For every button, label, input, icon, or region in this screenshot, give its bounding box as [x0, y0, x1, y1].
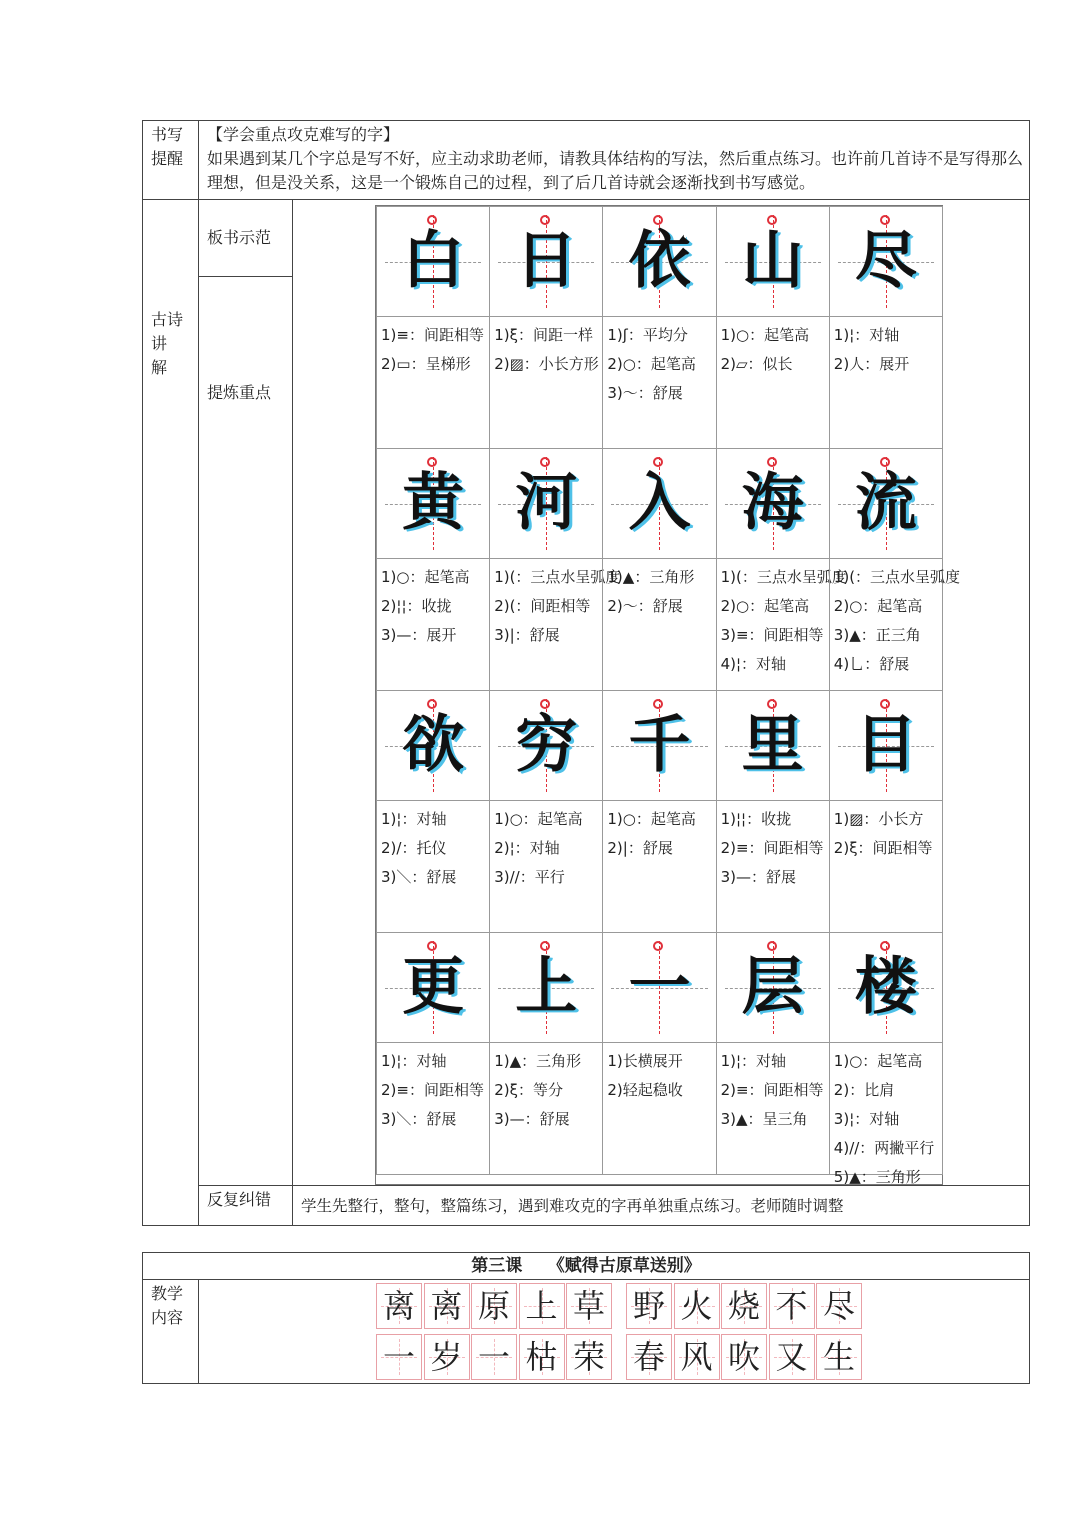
poem-character-box [816, 1283, 862, 1329]
key-point-line: 1)(：三点水呈弧度 [833, 568, 961, 586]
key-point-note [716, 800, 830, 933]
key-point-line: 5)▲：三角形 [833, 1168, 921, 1186]
demo-character: 海 [741, 465, 804, 539]
poem-character: 又 [775, 1338, 808, 1376]
poem-character: 上 [525, 1287, 558, 1325]
key-point-line: 4)//：两撇平行 [833, 1139, 935, 1157]
writing-reminder-label: 书写 提醒 [151, 125, 184, 168]
demo-character-box [716, 690, 830, 801]
poem-character-box [816, 1334, 862, 1380]
demo-character: 黄 [402, 465, 465, 539]
key-point-line: 1)○：起笔高 [833, 1052, 923, 1070]
key-point-line: 1)≡：间距相等 [381, 326, 484, 344]
key-point-line: 3)—：舒展 [494, 1110, 570, 1128]
poem-character: 生 [822, 1338, 855, 1376]
key-point-line: 2)¦¦：收拢 [381, 597, 452, 615]
correction-text: 学生先整行，整句，整篇练习，遇到难攻克的字再单独重点练习。老师随时调整 [301, 1197, 844, 1215]
poem-character-box [519, 1334, 565, 1380]
character-practice-sheet [375, 205, 961, 1186]
demo-character: 尽 [854, 223, 917, 297]
demo-character: 目 [854, 707, 917, 781]
demo-character: 上 [515, 949, 578, 1023]
poem-character-box [769, 1334, 815, 1380]
poem-character-box [424, 1283, 470, 1329]
demo-character-box [716, 932, 830, 1043]
poem-character-box [471, 1283, 517, 1329]
key-points-label: 提炼重点 [207, 383, 272, 402]
key-point-line: 1)○：起笔高 [607, 810, 696, 828]
key-point-line: 1)▲：三角形 [607, 568, 695, 586]
key-point-line: 2)≡：间距相等 [381, 1081, 484, 1099]
key-point-line: 2)▱：似长 [720, 355, 793, 373]
writing-reminder-heading: 【学会重点攻克难写的字】 [207, 125, 400, 144]
key-point-line: 1)ʃ：平均分 [607, 326, 688, 344]
poem-character: 不 [775, 1287, 808, 1325]
demo-character-box [489, 448, 603, 559]
key-point-line: 3)//：平行 [494, 868, 565, 886]
key-point-line: 4)¦：对轴 [720, 655, 787, 673]
demo-character: 穷 [515, 707, 578, 781]
poem-character-box [566, 1283, 612, 1329]
lesson3-title-cell [142, 1252, 1030, 1280]
demo-character-box [602, 448, 716, 559]
key-point-line: 2)○：起笔高 [607, 355, 696, 373]
key-point-line: 1)ξ：间距一样 [494, 326, 593, 344]
key-point-line: 1)长横展开 [607, 1052, 683, 1070]
poem-character-box [471, 1334, 517, 1380]
writing-reminder-text: 如果遇到某几个字总是写不好，应主动求助老师，请教具体结构的写法，然后重点练习。也许前几首诗不是写得那么理想，但是没关系，这是一个锻炼自己的过程，到了后几首诗就会逐渐找到书写感觉。 [207, 149, 1024, 192]
key-point-line: 2)≡：间距相等 [720, 1081, 824, 1099]
key-point-note [376, 316, 490, 449]
poem-character: 离 [430, 1287, 463, 1325]
key-point-line: 1)○：起笔高 [720, 326, 810, 344]
poem-character: 春 [632, 1338, 665, 1376]
poem-character-box [626, 1283, 672, 1329]
poem-character-box [674, 1334, 720, 1380]
demo-character: 日 [515, 223, 578, 297]
key-point-line: 1)¦：对轴 [833, 326, 900, 344]
demo-character: 山 [741, 223, 804, 297]
demo-character-box [376, 448, 490, 559]
demo-character-box [602, 690, 716, 801]
key-point-line: 3)¦：对轴 [833, 1110, 900, 1128]
key-point-line: 1)¦¦：收拢 [720, 810, 792, 828]
correction-label: 反复纠错 [207, 1190, 272, 1209]
correction-label-cell [198, 1185, 293, 1226]
key-point-line: 3)—：舒展 [720, 868, 796, 886]
demo-character: 欲 [402, 707, 465, 781]
poem-character: 离 [382, 1287, 415, 1325]
demo-character: 入 [628, 465, 691, 539]
key-point-line: 2)¦：对轴 [494, 839, 560, 857]
key-point-line: 2)ξ：等分 [494, 1081, 563, 1099]
lesson3-title: 第三课 《赋得古原草送别》 [471, 1256, 701, 1276]
key-point-line: 3)＼：舒展 [381, 868, 457, 886]
key-point-note [602, 1042, 716, 1175]
blackboard-label-cell [198, 199, 293, 277]
key-point-line: 4)乚：舒展 [833, 655, 910, 673]
key-point-line: 1)(：三点水呈弧度 [494, 568, 621, 586]
demo-character: 流 [854, 465, 917, 539]
key-point-note [716, 1042, 830, 1175]
key-point-note [829, 800, 943, 933]
demo-character-box [602, 206, 716, 317]
key-point-line: 2)▭：呈梯形 [381, 355, 471, 373]
poem-character: 岁 [430, 1338, 463, 1376]
key-point-line: 2)人：展开 [833, 355, 910, 373]
poem-character: 火 [680, 1287, 713, 1325]
key-point-line: 3)＼：舒展 [381, 1110, 457, 1128]
key-point-note [602, 558, 716, 691]
key-points-label-cell [198, 276, 293, 1186]
poem-character: 野 [632, 1287, 665, 1325]
blackboard-label: 板书示范 [207, 228, 272, 247]
key-point-note [376, 800, 490, 933]
demo-character-box [489, 206, 603, 317]
key-point-line: 2)～：舒展 [607, 597, 683, 615]
key-point-line: 3)▲：正三角 [833, 626, 921, 644]
key-point-line: 2)轻起稳收 [607, 1081, 683, 1099]
key-point-line: 3)≡：间距相等 [720, 626, 824, 644]
demo-character: 一 [628, 949, 691, 1023]
demo-character: 楼 [854, 949, 917, 1023]
key-point-note [602, 316, 716, 449]
key-point-note [602, 800, 716, 933]
content-label-cell [142, 1279, 199, 1384]
demo-character: 更 [402, 949, 465, 1023]
poem-character-box [376, 1334, 422, 1380]
poem-character: 草 [572, 1287, 605, 1325]
demo-character-box [829, 448, 943, 559]
demo-character-box [716, 448, 830, 559]
key-point-note [489, 800, 603, 933]
poem-character: 尽 [822, 1287, 855, 1325]
poem-character-box [424, 1334, 470, 1380]
key-point-note [376, 558, 490, 691]
poem-character: 枯 [525, 1338, 558, 1376]
demo-character-box [829, 690, 943, 801]
key-point-line: 2)：比肩 [833, 1081, 895, 1099]
demo-character-box [602, 932, 716, 1043]
poem-character: 荣 [572, 1338, 605, 1376]
poem-character: 原 [477, 1287, 510, 1325]
poem-character-box [721, 1334, 767, 1380]
poem-character-box [566, 1334, 612, 1380]
poem-character: 一 [477, 1338, 510, 1376]
key-point-line: 2)/：托仪 [381, 839, 447, 857]
writing-reminder-content-cell [198, 120, 1030, 200]
key-point-line: 1)(：三点水呈弧度 [720, 568, 847, 586]
key-point-line: 2)|：舒展 [607, 839, 673, 857]
demo-character: 河 [515, 465, 578, 539]
demo-character-box [489, 690, 603, 801]
poem-character: 风 [680, 1338, 713, 1376]
key-point-line: 3)—：展开 [381, 626, 457, 644]
content-label: 教学 内容 [151, 1284, 184, 1327]
poem-character-grid [376, 1283, 858, 1383]
key-point-note [716, 316, 830, 449]
demo-character-box [716, 206, 830, 317]
demo-character-box [376, 690, 490, 801]
demo-character: 白 [402, 223, 465, 297]
poem-character-box [376, 1283, 422, 1329]
poem-character-box [769, 1283, 815, 1329]
key-point-note [376, 1042, 490, 1175]
key-point-line: 1)○：起笔高 [381, 568, 470, 586]
key-point-line: 1)▲：三角形 [494, 1052, 582, 1070]
demo-character-box [829, 206, 943, 317]
demo-character-box [376, 206, 490, 317]
key-point-note [716, 558, 847, 691]
key-point-line: 2)(：间距相等 [494, 597, 591, 615]
demo-character: 千 [628, 707, 691, 781]
poem-character: 一 [382, 1338, 415, 1376]
poem-character: 吹 [727, 1338, 760, 1376]
key-point-note [829, 558, 961, 691]
key-point-note [489, 316, 603, 449]
key-point-line: 2)ξ：间距相等 [833, 839, 933, 857]
key-point-line: 1)○：起笔高 [494, 810, 583, 828]
key-point-line: 1)¦：对轴 [720, 1052, 787, 1070]
key-point-note [489, 1042, 603, 1175]
poem-character-box [626, 1334, 672, 1380]
key-point-line: 2)≡：间距相等 [720, 839, 824, 857]
key-point-line: 2)▨：小长方形 [494, 355, 599, 373]
key-point-line: 3)～：舒展 [607, 384, 683, 402]
demo-character-box [829, 932, 943, 1043]
key-point-note [829, 1042, 943, 1186]
key-point-line: 3)|：舒展 [494, 626, 560, 644]
demo-character-box [376, 932, 490, 1043]
key-point-line: 1)▨：小长方 [833, 810, 924, 828]
key-point-note [829, 316, 943, 449]
key-point-note [489, 558, 621, 691]
key-point-line: 2)○：起笔高 [833, 597, 923, 615]
poem-character-box [519, 1283, 565, 1329]
key-point-line: 1)¦：对轴 [381, 810, 447, 828]
key-point-line: 1)¦：对轴 [381, 1052, 447, 1070]
key-point-line: 3)▲：呈三角 [720, 1110, 808, 1128]
demo-character-box [489, 932, 603, 1043]
poem-explain-label-cell [142, 199, 199, 1226]
demo-character: 依 [628, 223, 691, 297]
key-point-line: 2)○：起笔高 [720, 597, 810, 615]
poem-explain-label: 古诗 讲 解 [151, 310, 184, 377]
poem-character-box [674, 1283, 720, 1329]
writing-reminder-label-cell [142, 120, 199, 200]
demo-character: 层 [741, 949, 804, 1023]
poem-character-box [721, 1283, 767, 1329]
poem-character: 烧 [727, 1287, 760, 1325]
demo-character: 里 [741, 707, 804, 781]
